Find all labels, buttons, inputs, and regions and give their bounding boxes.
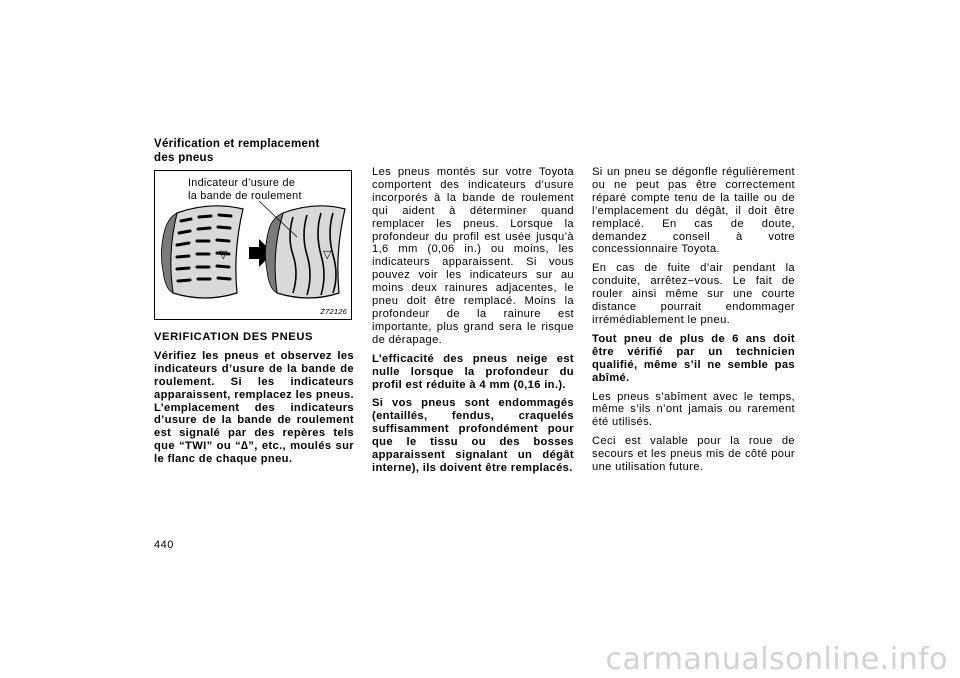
wear-marker-icon-right: ▽ <box>323 248 332 261</box>
col2-paragraph-3: Si vos pneus sont endommagés (entaillés, fendus, craquelés suffisamment profondément pour que le tissu ou des bosses apparaissent signalant un dégât interne), ils doivent être remplacés. <box>372 397 574 474</box>
col3-paragraph-3: Tout pneu de plus de 6 ans doit être vérifié par un technicien qualifié, même s’il ne semble pas abîmé. <box>592 332 795 384</box>
new-tire <box>161 206 243 298</box>
figure-code: Z72126 <box>320 307 347 316</box>
watermark: carmanualsonline.info <box>605 642 948 677</box>
worn-tire <box>265 206 345 298</box>
page-number: 440 <box>154 539 174 551</box>
wear-marker-icon-left: ▽ <box>219 248 228 261</box>
column-1 <box>154 331 354 472</box>
page-title-line-1: Vérification et remplacement <box>154 138 320 150</box>
page-title <box>154 137 354 165</box>
column-2 <box>372 166 574 481</box>
column-3 <box>592 166 795 480</box>
col3-paragraph-2: En cas de fuite d’air pendant la conduite, arrêtez−vous. Le fait de rouler ainsi même sur une courte distance pourrait endommager irrémédiablement le pneu. <box>592 262 795 326</box>
col2-paragraph-1: Les pneus montés sur votre Toyota comportent des indicateurs d’usure incorporés à la bande de roulement qui aident à déterminer quand remplacer les pneus. Lorsque la profondeur du profil est usée jusqu’à 1,6 mm (0,06 in.) ou moins, les indicateurs apparaissent. Si vous pouvez voir les indicateurs sur au moins deux rainures adjacentes, le pneu doit être remplacé. Moins la profondeur de la rainure est importante, plus grand sera le risque de dérapage. <box>372 166 574 346</box>
col3-paragraph-5: Ceci est valable pour la roue de secours et les pneus mis de côté pour une utilisation future. <box>592 435 795 474</box>
col2-paragraph-2: L’efficacité des pneus neige est nulle lorsque la profondeur du profil est réduite à 4 mm (0,16 in.). <box>372 352 574 391</box>
col1-paragraph-1: Vérifiez les pneus et observez les indicateurs d’usure de la bande de roulement. Si les indicateurs apparaissent, remplacez les pneus. L’emplacement des indicateurs d’usure de la bande de roulement est signalé par des repères tels que “TWI” ou “∆”, etc., moulés sur le flanc de chaque pneu. <box>154 349 354 466</box>
col3-paragraph-4: Les pneus s’abîment avec le temps, même s’ils n’ont jamais ou rarement été utilisés. <box>592 390 795 429</box>
figure-label: Indicateur d’usure de la bande de roulement <box>188 177 302 202</box>
page-title-line-2: des pneus <box>154 152 214 164</box>
col3-paragraph-1: Si un pneu se dégonfle régulièrement ou ne peut pas être correctement réparé compte tenu de la taille ou de l’emplacement du dégât, il doit être remplacé. En cas de doute, demandez conseil à votre concessionnaire Toyota. <box>592 166 795 256</box>
section-heading: VERIFICATION DES PNEUS <box>154 331 314 343</box>
tread-wear-figure <box>154 170 352 320</box>
